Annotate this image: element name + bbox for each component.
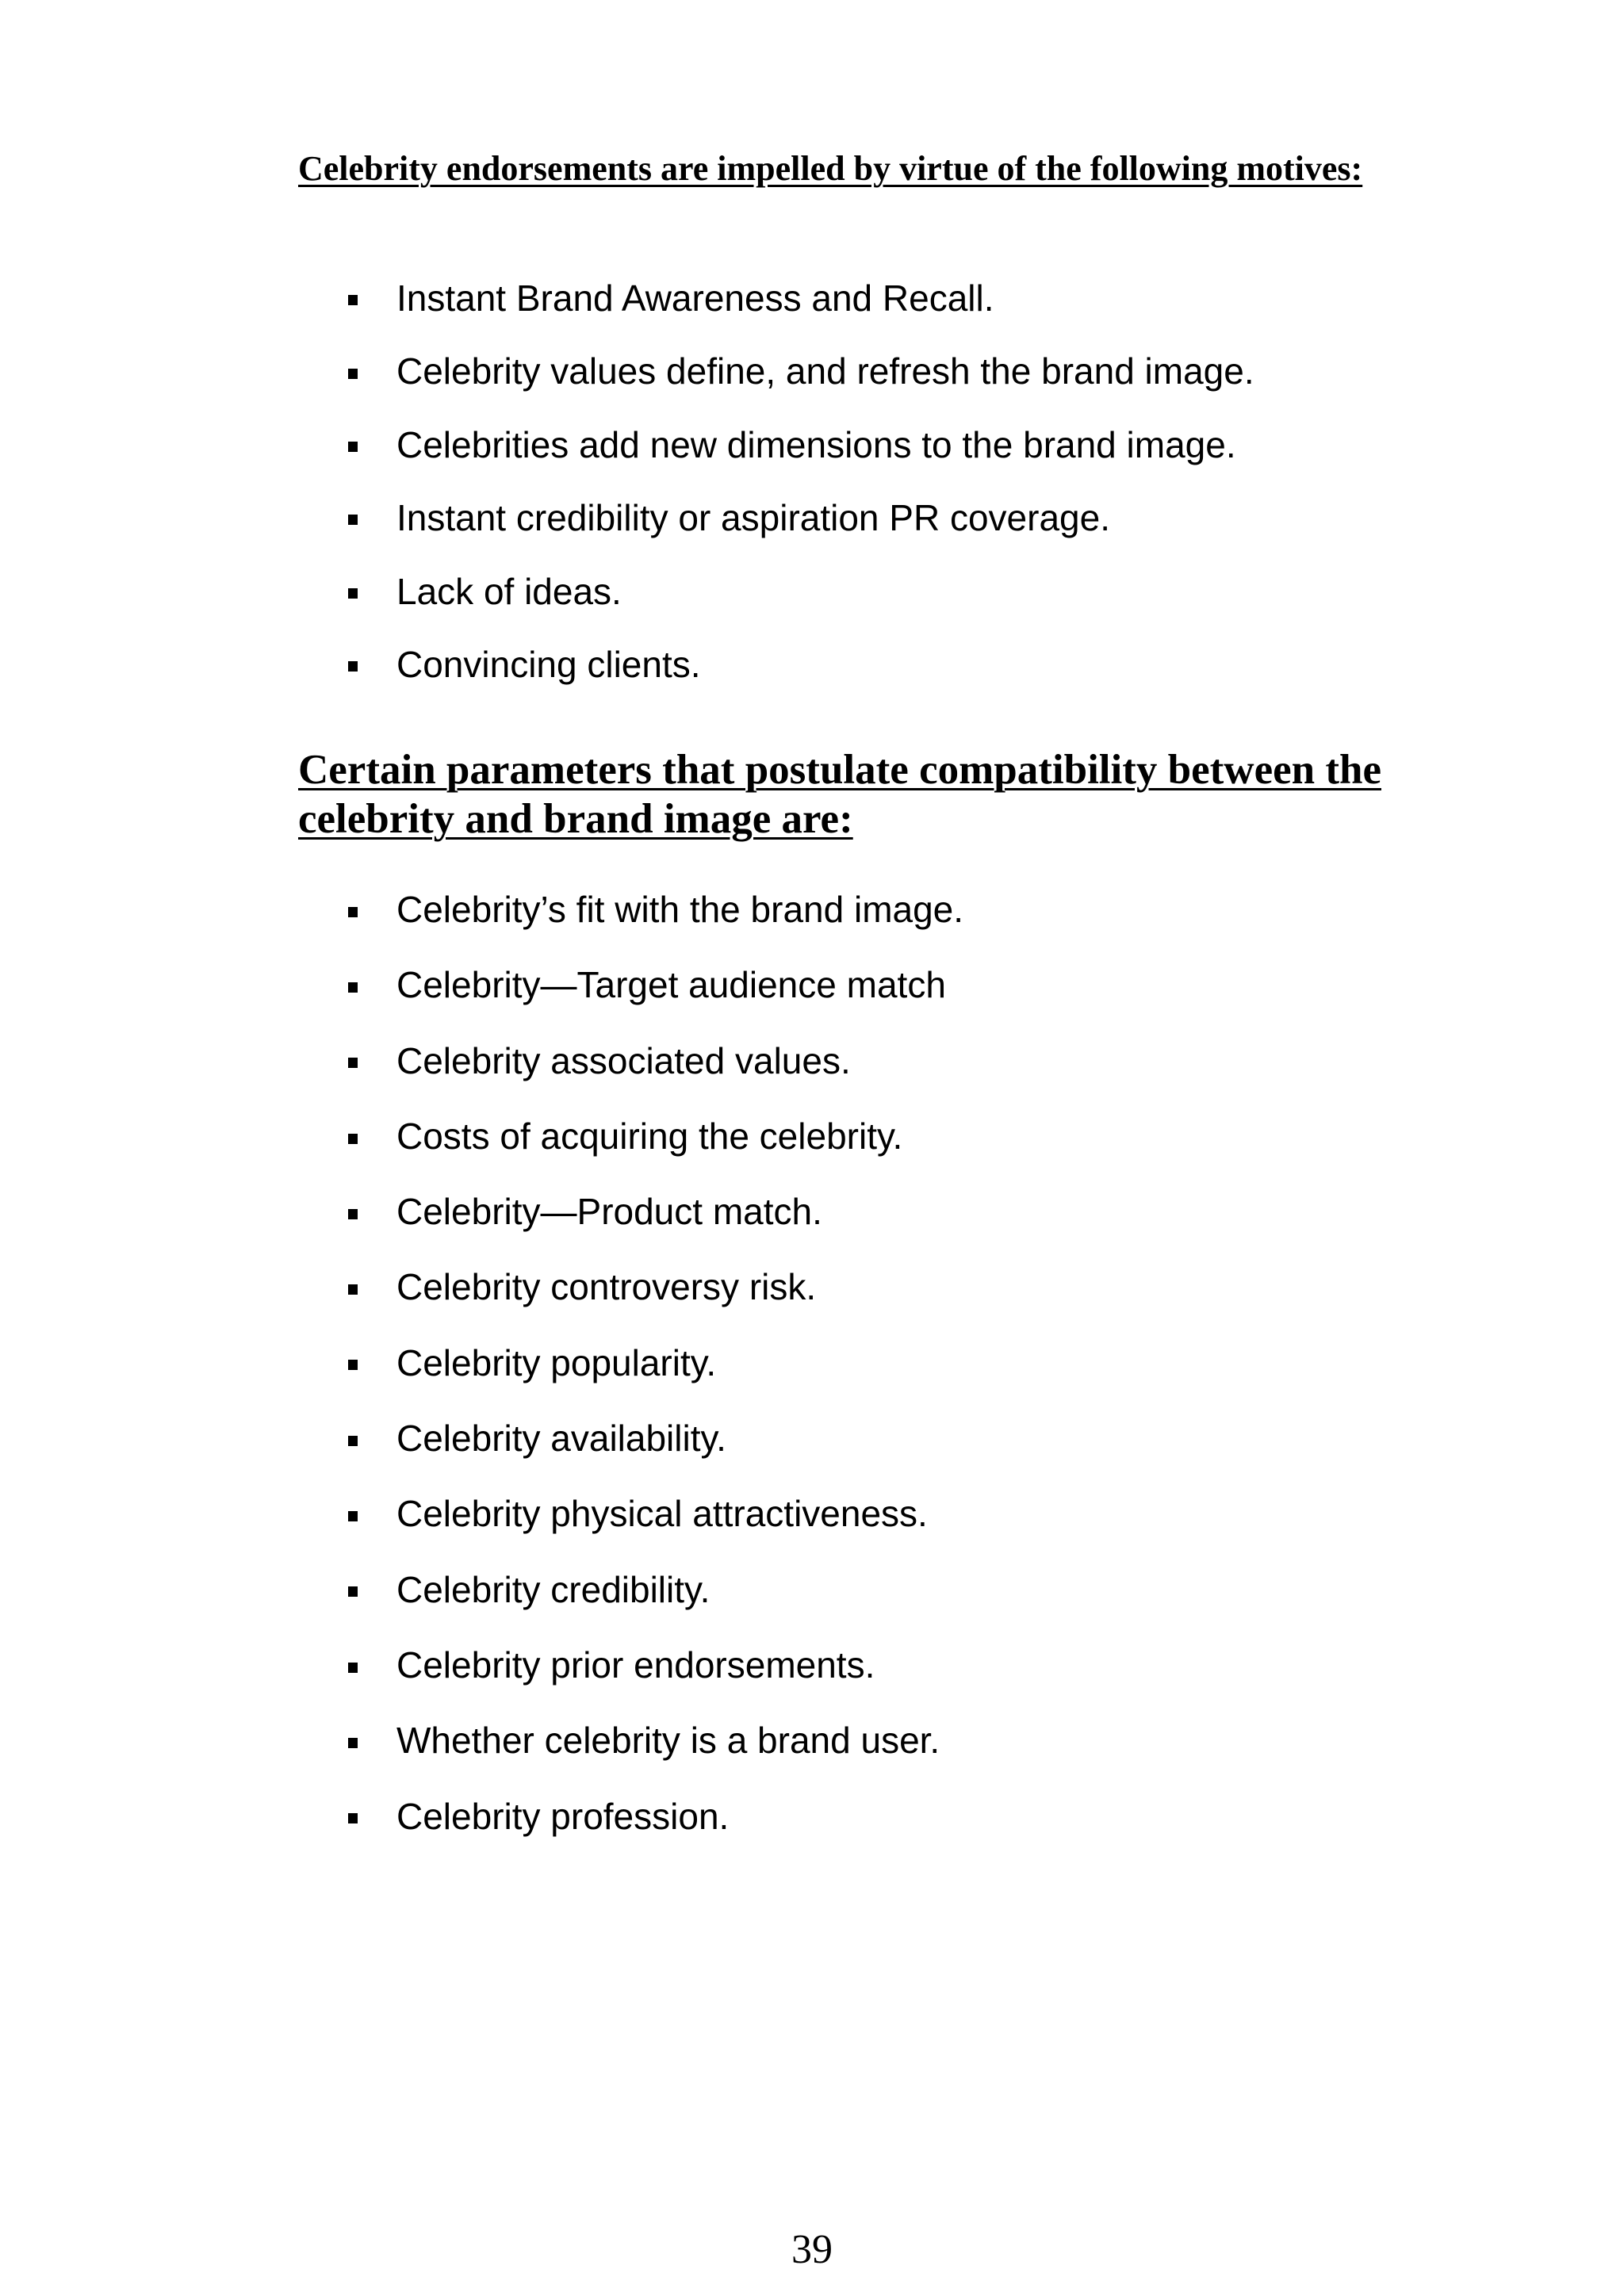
list-item-text: Instant credibility or aspiration PR coverage.	[396, 497, 1110, 539]
list-item-text: Celebrity—Product match.	[396, 1191, 822, 1233]
list-item-text: Convincing clients.	[396, 643, 701, 685]
list-item	[0, 481, 1624, 554]
list-item-text: Whether celebrity is a brand user.	[396, 1720, 940, 1762]
list-item	[0, 1401, 1624, 1476]
list-item	[0, 1552, 1624, 1628]
list-item-text: Lack of ideas.	[396, 570, 622, 612]
square-bullet-icon	[348, 588, 358, 599]
motives-list	[0, 262, 1624, 701]
list-item-text: Celebrity controversy risk.	[396, 1266, 817, 1308]
square-bullet-icon	[348, 1663, 358, 1673]
parameters-heading: Certain parameters that postulate compatibility between the celebrity and brand image are:	[298, 747, 1381, 842]
list-item	[0, 1476, 1624, 1552]
square-bullet-icon	[348, 1360, 358, 1370]
square-bullet-icon	[348, 1209, 358, 1219]
list-item	[0, 1779, 1624, 1854]
list-item	[0, 1628, 1624, 1703]
square-bullet-icon	[348, 907, 358, 917]
square-bullet-icon	[348, 661, 358, 672]
list-item	[0, 872, 1624, 947]
list-item	[0, 335, 1624, 408]
page-number: 39	[791, 2227, 833, 2272]
square-bullet-icon	[348, 1436, 358, 1446]
list-item-text: Celebrity popularity.	[396, 1341, 717, 1383]
list-item-text: Costs of acquiring the celebrity.	[396, 1115, 903, 1157]
list-item	[0, 1024, 1624, 1099]
parameters-list	[0, 872, 1624, 1854]
list-item	[0, 555, 1624, 628]
list-item-text: Celebrity values define, and refresh the brand image.	[396, 350, 1254, 392]
list-item	[0, 1703, 1624, 1778]
list-item	[0, 408, 1624, 481]
list-item-text: Instant Brand Awareness and Recall.	[396, 277, 994, 319]
square-bullet-icon	[348, 1284, 358, 1295]
square-bullet-icon	[348, 982, 358, 993]
list-item	[0, 1099, 1624, 1174]
list-item	[0, 262, 1624, 335]
list-item-text: Celebrity physical attractiveness.	[396, 1493, 928, 1535]
square-bullet-icon	[348, 1511, 358, 1521]
list-item	[0, 1326, 1624, 1401]
list-item-text: Celebrities add new dimensions to the brand image.	[396, 423, 1236, 465]
square-bullet-icon	[348, 442, 358, 452]
list-item-text: Celebrity profession.	[396, 1795, 730, 1837]
list-item-text: Celebrity’s fit with the brand image.	[396, 889, 964, 930]
square-bullet-icon	[348, 515, 358, 525]
square-bullet-icon	[348, 1134, 358, 1144]
list-item-text: Celebrity prior endorsements.	[396, 1644, 875, 1686]
list-item	[0, 947, 1624, 1023]
square-bullet-icon	[348, 369, 358, 379]
square-bullet-icon	[348, 1738, 358, 1748]
list-item-text: Celebrity availability.	[396, 1418, 726, 1460]
list-item-text: Celebrity—Target audience match	[396, 964, 946, 1006]
list-item	[0, 1249, 1624, 1325]
square-bullet-icon	[348, 1586, 358, 1597]
list-item-text: Celebrity credibility.	[396, 1568, 710, 1610]
square-bullet-icon	[348, 1813, 358, 1823]
list-item	[0, 1174, 1624, 1249]
motives-heading: Celebrity endorsements are impelled by virtue of the following motives:	[298, 149, 1363, 188]
list-item	[0, 628, 1624, 701]
square-bullet-icon	[348, 295, 358, 305]
list-item-text: Celebrity associated values.	[396, 1039, 851, 1081]
square-bullet-icon	[348, 1058, 358, 1068]
